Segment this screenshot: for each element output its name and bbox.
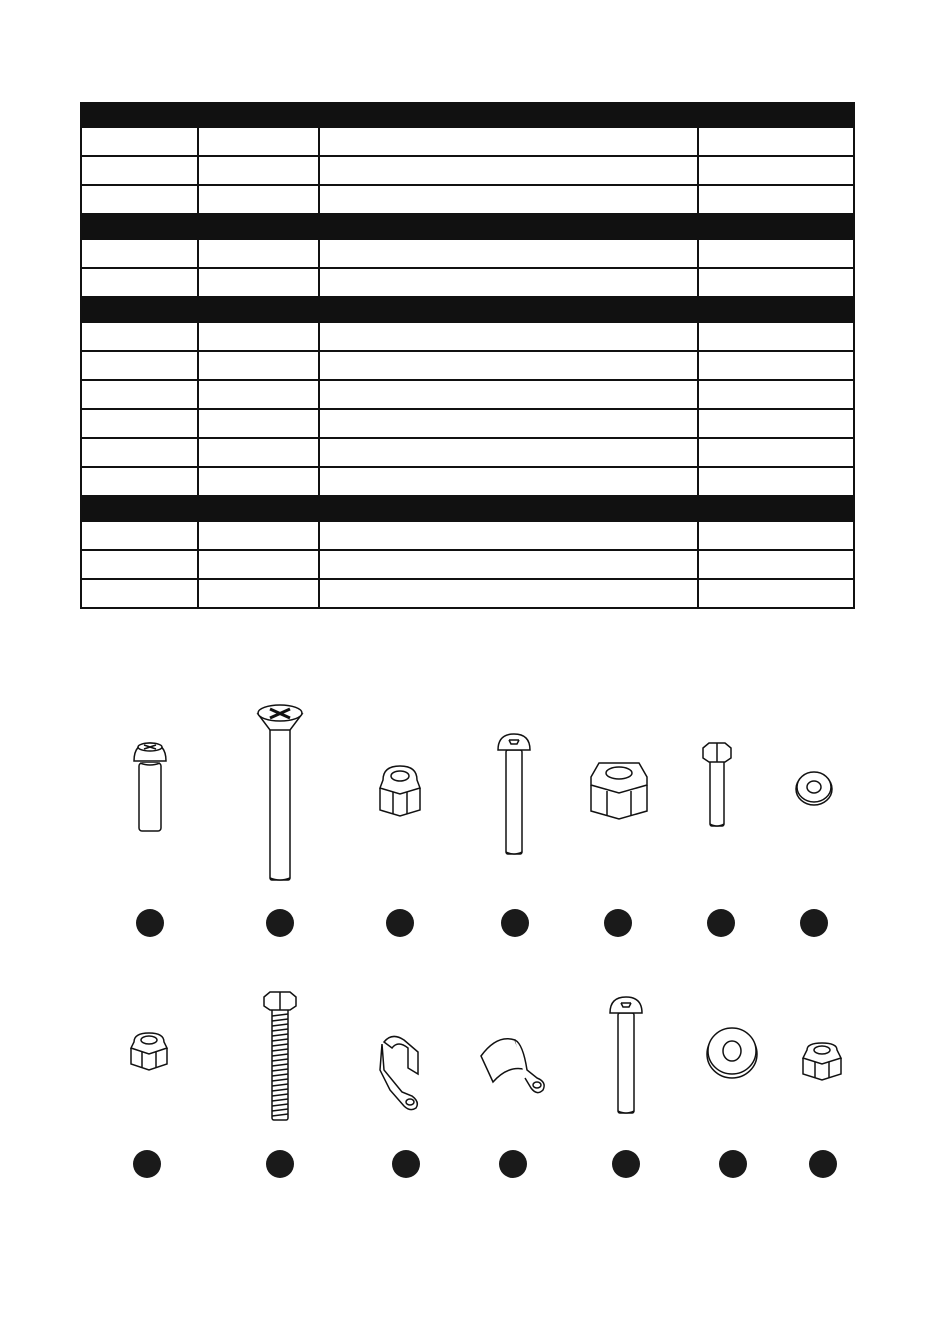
table-row [81, 550, 854, 579]
section-heading [81, 103, 854, 127]
part-marker [612, 1150, 640, 1178]
part-marker [499, 1150, 527, 1178]
table-cell [319, 156, 698, 185]
large-lock-nut-icon [585, 755, 653, 825]
hex-lock-nut-icon [797, 1040, 847, 1086]
table-cell [319, 438, 698, 467]
table-cell [319, 521, 698, 550]
table-cell [698, 127, 854, 156]
hex-bolt-icon [695, 740, 739, 832]
parts-list-table [80, 102, 855, 609]
lock-nut-icon [375, 762, 425, 820]
table-cell [81, 239, 198, 268]
table-cell [319, 127, 698, 156]
long-button-head-bolt-icon [600, 993, 652, 1118]
table-cell [198, 351, 319, 380]
part-marker [707, 909, 735, 937]
table-cell [698, 322, 854, 351]
table-cell [319, 380, 698, 409]
table-row [81, 467, 854, 496]
part-marker [133, 1150, 161, 1178]
table-row [81, 579, 854, 608]
table-cell [198, 127, 319, 156]
table-cell [698, 156, 854, 185]
part-marker [266, 909, 294, 937]
section-header-row [81, 297, 854, 322]
section-header-row [81, 214, 854, 239]
section-header-row [81, 496, 854, 521]
table-row [81, 127, 854, 156]
table-cell [319, 351, 698, 380]
table-cell [319, 185, 698, 214]
cable-clamp-icon [368, 1030, 438, 1115]
table-cell [698, 351, 854, 380]
table-row [81, 239, 854, 268]
table-cell [698, 579, 854, 608]
countersunk-phillips-screw-icon [248, 700, 312, 885]
table-cell [698, 438, 854, 467]
table-cell [698, 521, 854, 550]
table-row [81, 268, 854, 297]
table-row [81, 185, 854, 214]
table-cell [198, 521, 319, 550]
table-row [81, 351, 854, 380]
section-heading [81, 214, 854, 239]
table-cell [698, 380, 854, 409]
table-cell [319, 268, 698, 297]
table-cell [319, 550, 698, 579]
part-marker [719, 1150, 747, 1178]
part-marker [266, 1150, 294, 1178]
table-cell [698, 185, 854, 214]
table-cell [81, 438, 198, 467]
table-cell [198, 239, 319, 268]
table-cell [319, 467, 698, 496]
table-cell [81, 351, 198, 380]
section-header-row [81, 103, 854, 127]
table-cell [81, 409, 198, 438]
table-row [81, 322, 854, 351]
section-heading [81, 297, 854, 322]
small-washer-icon [790, 765, 838, 811]
table-cell [81, 156, 198, 185]
button-head-bolt-icon [488, 730, 540, 860]
table-row [81, 409, 854, 438]
threaded-hex-bolt-icon [255, 990, 305, 1125]
table-cell [81, 579, 198, 608]
table-cell [198, 185, 319, 214]
table-cell [319, 579, 698, 608]
table-cell [198, 550, 319, 579]
part-marker [809, 1150, 837, 1178]
small-lock-nut-icon [125, 1030, 173, 1074]
table-cell [198, 156, 319, 185]
table-cell [698, 268, 854, 297]
part-marker [386, 909, 414, 937]
part-marker [501, 909, 529, 937]
part-marker [136, 909, 164, 937]
table-row [81, 521, 854, 550]
table-cell [81, 550, 198, 579]
table-cell [698, 550, 854, 579]
table-cell [81, 268, 198, 297]
table-row [81, 438, 854, 467]
table-row [81, 380, 854, 409]
curved-clip-icon [475, 1030, 555, 1100]
table-cell [319, 409, 698, 438]
table-cell [698, 239, 854, 268]
part-marker [800, 909, 828, 937]
table-cell [81, 467, 198, 496]
table-cell [198, 409, 319, 438]
table-cell [198, 467, 319, 496]
part-marker [392, 1150, 420, 1178]
table-cell [198, 322, 319, 351]
table-cell [81, 127, 198, 156]
table-cell [198, 579, 319, 608]
table-cell [81, 521, 198, 550]
table-cell [698, 409, 854, 438]
table-cell [698, 467, 854, 496]
table-cell [319, 239, 698, 268]
part-marker [604, 909, 632, 937]
table-cell [81, 322, 198, 351]
table-cell [198, 268, 319, 297]
table-cell [81, 185, 198, 214]
table-cell [319, 322, 698, 351]
table-cell [198, 438, 319, 467]
table-cell [81, 380, 198, 409]
table-cell [198, 380, 319, 409]
large-washer-icon [700, 1020, 764, 1084]
table-row [81, 156, 854, 185]
section-heading [81, 496, 854, 521]
pan-head-screw-icon [120, 735, 180, 835]
